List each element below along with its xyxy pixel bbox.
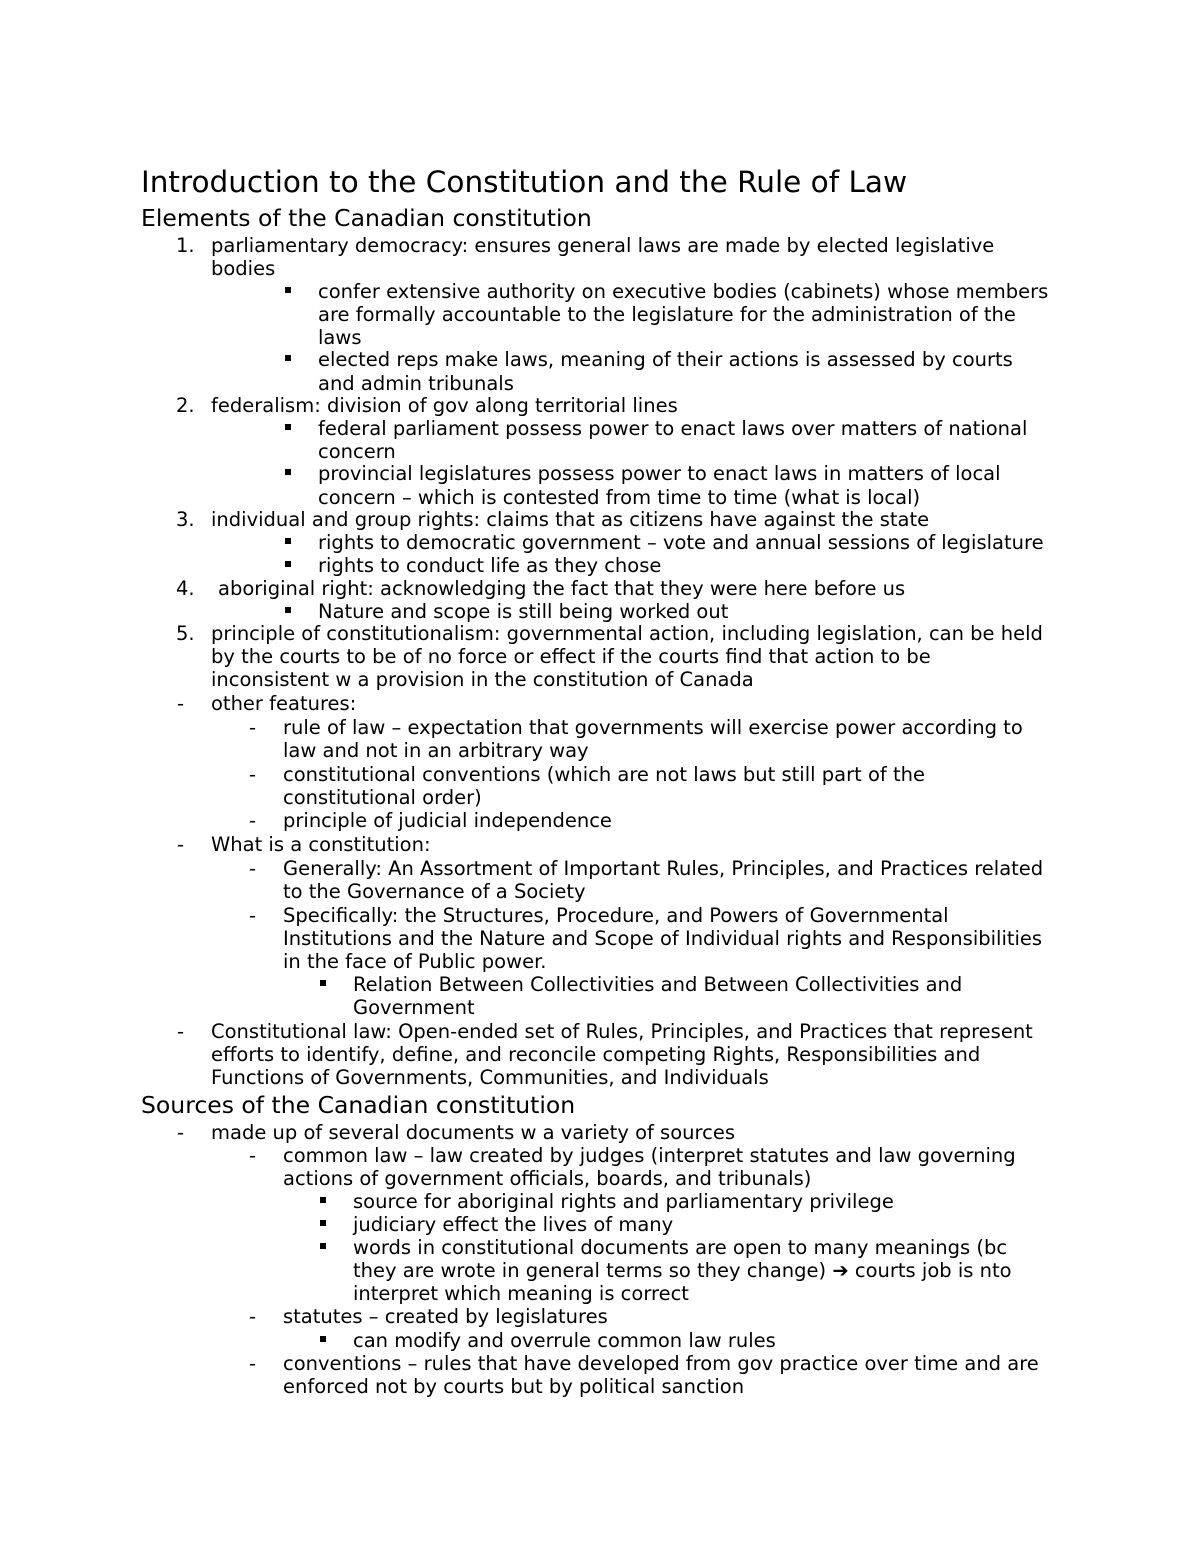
list-item-text: made up of several documents w a variety of sources [211,1121,735,1144]
list-item-text: parliamentary democracy: ensures general laws are made by elected legislative [211,234,995,257]
list-item-text: What is a constitution: [211,833,431,856]
list-item-text: by the courts to be of no force or effect if the courts find that action to be [211,645,931,668]
list-item-text: in the face of Public power. [283,950,547,973]
square-bullet-icon [320,1197,326,1203]
list-number: 4. [176,577,195,600]
list-item-text: confer extensive authority on executive bodies (cabinets) whose members [318,280,1049,303]
list-item-text: federalism: division of gov along territorial lines [211,394,678,417]
list-item-text: Constitutional law: Open-ended set of Rules, Principles, and Practices that represent [211,1020,1033,1043]
list-item-text: words in constitutional documents are open to many meanings (bc [353,1236,1008,1259]
square-bullet-icon [285,538,291,544]
list-item-text: individual and group rights: claims that as citizens have against the state [211,508,930,531]
dash-bullet: - [177,1020,185,1043]
dash-bullet: - [249,1305,257,1328]
list-item-text: principle of judicial independence [283,809,612,832]
list-item-text: common law – law created by judges (interpret statutes and law governing [283,1144,1016,1167]
document-title: Introduction to the Constitution and the Rule of Law [141,165,908,199]
dash-bullet: - [249,1352,257,1375]
list-item-text: other features: [211,692,357,715]
square-bullet-icon [285,607,291,613]
dash-bullet: - [249,763,257,786]
dash-bullet: - [249,809,257,832]
list-item-text: law and not in an arbitrary way [283,739,589,762]
square-bullet-icon [285,561,291,567]
dash-bullet: - [177,833,185,856]
section-heading-sources: Sources of the Canadian constitution [141,1091,576,1119]
list-item-text: Functions of Governments, Communities, and Individuals [211,1066,769,1089]
list-item-text: concern [318,440,396,463]
square-bullet-icon [285,355,291,361]
list-item-text: Institutions and the Nature and Scope of Individual rights and Responsibilities [283,927,1043,950]
list-item-text: actions of government officials, boards, and tribunals) [283,1167,812,1190]
list-item-text: elected reps make laws, meaning of their actions is assessed by courts [318,348,1013,371]
list-item-text: statutes – created by legislatures [283,1305,608,1328]
dash-bullet: - [249,716,257,739]
list-item-text: Nature and scope is still being worked out [318,600,729,623]
dash-bullet: - [177,692,185,715]
list-item-text: source for aboriginal rights and parliamentary privilege [353,1190,894,1213]
square-bullet-icon [320,1336,326,1342]
list-item-text: bodies [211,257,276,280]
list-item-text: Generally: An Assortment of Important Rules, Principles, and Practices related [283,857,1044,880]
square-bullet-icon [285,424,291,430]
list-item-text: judiciary effect the lives of many [353,1213,674,1236]
dash-bullet: - [249,1144,257,1167]
list-item-text: inconsistent w a provision in the constitution of Canada [211,668,754,691]
list-item-text: rule of law – expectation that governments will exercise power according to [283,716,1023,739]
list-item-text: principle of constitutionalism: governmental action, including legislation, can be held [211,622,1043,645]
square-bullet-icon [285,469,291,475]
list-item-text: interpret which meaning is correct [353,1282,689,1305]
list-number: 5. [176,622,195,645]
square-bullet-icon [285,287,291,293]
list-item-text: to the Governance of a Society [283,880,586,903]
list-item-text: enforced not by courts but by political sanction [283,1375,745,1398]
list-item-text: and admin tribunals [318,372,514,395]
list-item-text: rights to democratic government – vote and annual sessions of legislature [318,531,1044,554]
list-item-text: provincial legislatures possess power to enact laws in matters of local [318,462,1001,485]
dash-bullet: - [249,904,257,927]
list-item-text: are formally accountable to the legislature for the administration of the [318,303,1016,326]
list-number: 1. [176,234,195,257]
list-item-text: Government [353,996,475,1019]
square-bullet-icon [320,1243,326,1249]
dash-bullet: - [177,1121,185,1144]
list-number: 2. [176,394,195,417]
dash-bullet: - [249,857,257,880]
list-item-text: aboriginal right: acknowledging the fact that they were here before us [218,577,906,600]
list-item-text: they are wrote in general terms so they change) ➔ courts job is nto [353,1259,1012,1282]
list-item-text: laws [318,326,362,349]
list-item-text: Specifically: the Structures, Procedure, and Powers of Governmental [283,904,949,927]
list-item-text: constitutional order) [283,786,482,809]
list-item-text: constitutional conventions (which are not laws but still part of the [283,763,925,786]
list-item-text: efforts to identify, define, and reconcile competing Rights, Responsibilities and [211,1043,981,1066]
square-bullet-icon [320,980,326,986]
list-number: 3. [176,508,195,531]
list-item-text: conventions – rules that have developed from gov practice over time and are [283,1352,1039,1375]
list-item-text: rights to conduct life as they chose [318,554,662,577]
list-item-text: federal parliament possess power to enact laws over matters of national [318,417,1028,440]
list-item-text: concern – which is contested from time to time (what is local) [318,486,921,509]
list-item-text: can modify and overrule common law rules [353,1329,776,1352]
square-bullet-icon [320,1220,326,1226]
list-item-text: Relation Between Collectivities and Between Collectivities and [353,973,963,996]
section-heading-elements: Elements of the Canadian constitution [141,204,592,232]
